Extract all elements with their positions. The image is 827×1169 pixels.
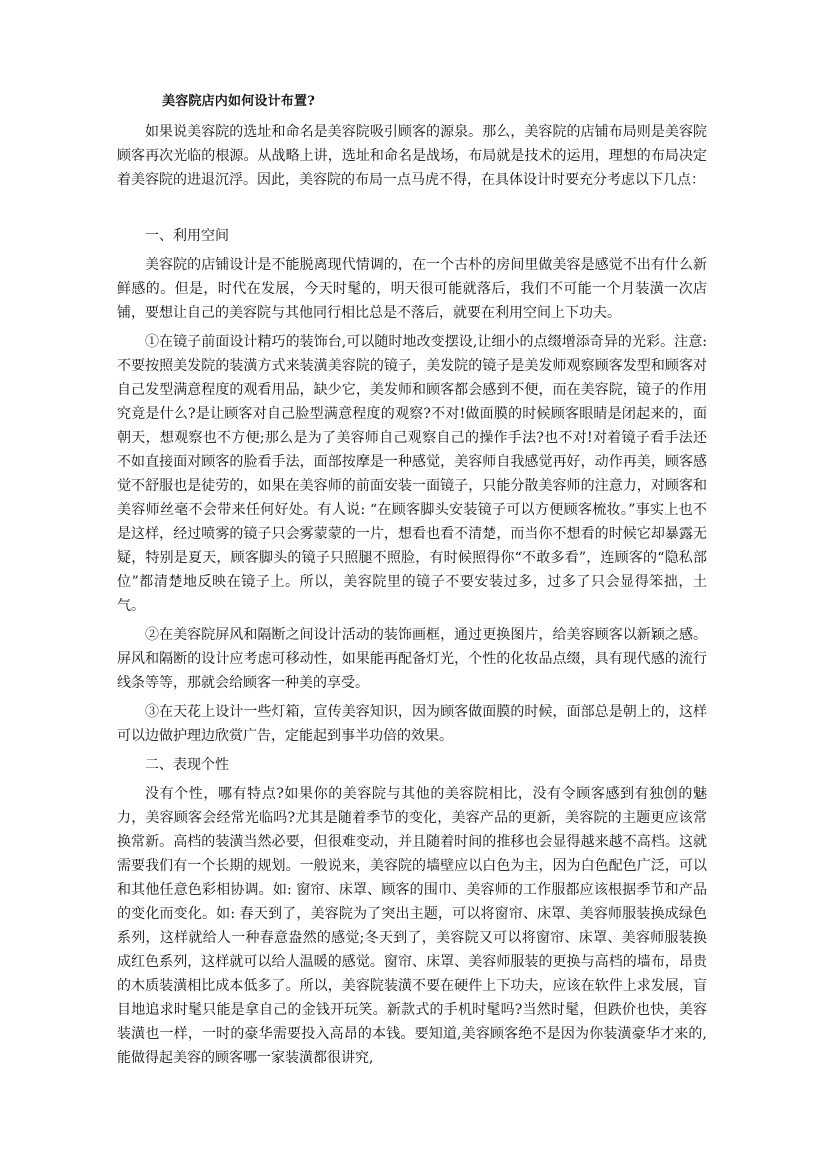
paragraph-personality: 没有个性，哪有特点?如果你的美容院与其他的美容院相比，没有令顾客感到有独创的魅力，美容顾客会经常光临吗?尤其是随着季节的变化，美容产品的更新，美容院的主题更应该常换常新。高档的装潢当然必要，但很难变动，并且随着时间的推移也会显得越来越不高档。这就需要我们有一个长期的规划。一般说来，美容院的墙壁应以白色为主，因为白色配色广泛，可以和其他任意色彩相协调。如: 窗帘、床罩、顾客的围巾、美容师的工作服都应该根据季节和产品的变化而变化。如: 春天到了，美容院为了突出主题，可以将窗帘、床罩、美容师服装换成绿色系列，这样就给人一种春意盎然的感觉;冬天到了，美容院又可以将窗帘、床罩、美容师服装换成红色系列，这样就可以给人温暖的感觉。窗帘、床罩、美容师服装的更换与高档的墙布，昂贵的木质装潢相比成本低多了。所以，美容院装潢不要在硬件上下功夫，应该在软件上求发展，盲目地追求时髦只能是拿自己的金钱开玩笑。新款式的手机时髦吗?当然时髦，但跌价也快，美容装潢也一样，一时的豪华需要投入高昂的本钱。要知道,美容顾客绝不是因为你装潢豪华才来的,能做得起美容的顾客哪一家装潢都很讲究,: [117, 786, 707, 1066]
document-body: [117, 92, 707, 1070]
paragraph-mirror-decor: ①在镜子前面设计精巧的装饰台,可以随时地改变摆设,让细小的点缀增添奇异的光彩。注意: 不要按照美发院的装潢方式来装潢美容院的镜子，美发院的镜子是美发师观察顾客发型和顾客对自己发型满意程度的观看用品，缺少它，美发师和顾客都会感到不便，而在美容院，镜子的作用究竟是什么?是让顾客对自己脸型满意程度的观察?不对!做面膜的时候顾客眼睛是闭起来的，面朝天，想观察也不方便;那么是为了美容师自己观察自己的操作手法?也不对!对着镜子看手法还不如直接面对顾客的脸看手法，面部按摩是一种感觉，美容师自我感觉再好，动作再美，顾客感觉不舒服也是徒劳的，如果在美容师的前面安装一面镜子，只能分散美容师的注意力，对顾客和美容师丝毫不会带来任何好处。有人说: “在顾客脚头安装镜子可以方便顾客梳妆。”事实上也不是这样，经过喷雾的镜子只会雾蒙蒙的一片，想看也看不清楚，而当你不想看的时候它却暴露无疑，特别是夏天，顾客脚头的镜子只照腿不照脸，有时候照得你“不敢多看”，连顾客的“隐私部位”都清楚地反映在镜子上。所以，美容院里的镜子不要安装过多，过多了只会显得笨拙，土气。: [117, 334, 707, 614]
paragraph-screen-frame: ②在美容院屏风和隔断之间设计活动的装饰画框，通过更换图片，给美容顾客以新颖之感。屏风和隔断的设计应考虑可移动性，如果能再配备灯光，个性的化妆品点缀，具有现代感的流行线条等等，那就会给顾客一种美的享受。: [117, 627, 707, 691]
section-spacer: [117, 192, 707, 224]
document-title: 美容院店内如何设计布置?: [162, 94, 316, 109]
paragraph-ceiling-lightbox: ③在天花上设计一些灯箱，宣传美容知识，因为顾客做面膜的时候，面部总是朝上的，这样可以边做护理边欣赏广告，定能起到事半功倍的效果。: [117, 704, 707, 744]
section-heading-use-space: 一、利用空间: [145, 228, 229, 244]
intro-paragraph: 如果说美容院的选址和命名是美容院吸引顾客的源泉。那么，美容院的店铺布局则是美容院顾客再次光临的根源。从战略上讲，选址和命名是战场，布局就是技术的运用，理想的布局决定着美容院的进退沉浮。因此，美容院的布局一点马虎不得，在具体设计时要充分考虑以下几点：: [117, 124, 707, 188]
paragraph-use-space-intro: 美容院的店铺设计是不能脱离现代情调的，在一个古朴的房间里做美容是感觉不出有什么新鲜感的。但是，时代在发展，今天时髦的，明天很可能就落后，我们不可能一个月装潢一次店铺，要想让自己的美容院与其他同行相比总是不落后，就要在利用空间上下功夫。: [117, 257, 707, 321]
section-heading-personality: 二、表现个性: [145, 757, 229, 773]
